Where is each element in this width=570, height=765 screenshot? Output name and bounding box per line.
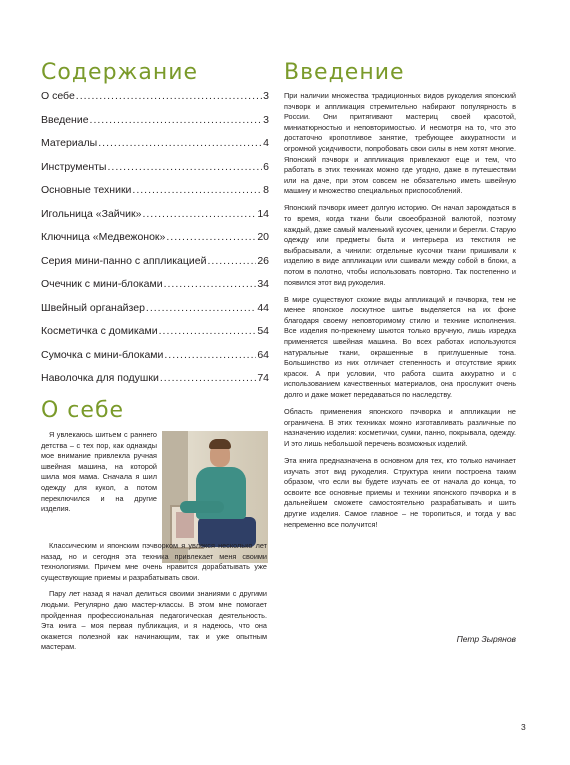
toc-entry bbox=[41, 184, 269, 208]
toc-leader-dots bbox=[107, 161, 262, 173]
about-paragraph-3: Пару лет назад я начал делиться своими знаниями с другими людьми. Регулярно даю мастер-классы. В этом мне помогает пройденная профессиональная педагогическая деятельность. Эта книга – моя первая публикация, и я надеюсь, что она окажется полезной как начинающим, так и уже опытным мастерам. bbox=[41, 589, 267, 652]
toc-entry-page: 14 bbox=[257, 207, 269, 220]
about-intro-text bbox=[41, 430, 157, 521]
toc-entry-page: 44 bbox=[257, 301, 269, 314]
intro-paragraph-4: Область применения японского пэчворка и аппликации не ограничена. В этих техниках можно изготавливать различные по назначению изделия: косметички, сумки, панно, покрывала, одежду. И это лишь небольшой перечень возможных изделий. bbox=[284, 407, 516, 448]
toc-entry bbox=[41, 114, 269, 138]
toc-leader-dots bbox=[146, 302, 256, 314]
toc-entry-label: Косметичка с домиками bbox=[41, 325, 158, 337]
toc-entry-page: 4 bbox=[263, 137, 269, 149]
intro-title: Введение bbox=[284, 60, 405, 85]
toc-entry-label: О себе bbox=[41, 90, 75, 102]
toc-leader-dots bbox=[166, 231, 256, 243]
toc-entry-label: Наволочка для подушки bbox=[41, 372, 159, 384]
toc-entry bbox=[41, 278, 269, 302]
intro-body-text bbox=[284, 91, 516, 537]
toc-entry-label: Игольница «Зайчик» bbox=[41, 207, 142, 220]
toc-entry-page: 26 bbox=[257, 254, 269, 267]
toc-leader-dots bbox=[160, 372, 257, 384]
toc-entry bbox=[41, 325, 269, 349]
toc-entry bbox=[41, 231, 269, 255]
toc-leader-dots bbox=[207, 255, 256, 267]
toc-entry-label: Материалы bbox=[41, 137, 98, 149]
about-paragraph-2: Классическим и японским пэчворком я увлекся несколько лет назад, но и сегодня эта техника привлекает меня своими технологиями. Причем мне очень нравится дорабатывать уже существующие приемы и разрабатывать свои. bbox=[41, 541, 267, 582]
toc-leader-dots bbox=[164, 349, 256, 361]
toc-entry bbox=[41, 208, 269, 232]
toc-entry-page: 64 bbox=[257, 348, 269, 361]
toc-entry-label: Швейный органайзер bbox=[41, 301, 145, 314]
toc-leader-dots bbox=[142, 208, 256, 220]
toc-leader-dots bbox=[90, 114, 263, 126]
toc-entry-page: 34 bbox=[257, 278, 269, 290]
toc-entry-label: Введение bbox=[41, 113, 89, 126]
toc-entry-label: Очечник с мини-блоками bbox=[41, 278, 163, 290]
toc-entry-page: 8 bbox=[263, 184, 269, 196]
toc-entry-label: Инструменты bbox=[41, 160, 107, 173]
toc-entry bbox=[41, 137, 269, 161]
toc-entry-label: Ключница «Медвежонок» bbox=[41, 231, 166, 243]
page-number: 3 bbox=[521, 722, 526, 732]
toc-leader-dots bbox=[164, 278, 257, 290]
toc-entry-page: 74 bbox=[257, 372, 269, 384]
toc-leader-dots bbox=[76, 90, 262, 102]
intro-paragraph-3: В мире существуют схожие виды аппликаций и пэчворка, тем не менее японское лоскутное шитье выделяется на их фоне благодаря своему неповторимому стилю и технике исполнения. Все изделия по-прежнему шьются только вручную, лишь изредка применяется швейная машина. Во всех работах используются натуральные ткани, окрашенные в приглушенные тона. Большинство из них отличает степенность и отсутствие ярких красок. А при условии, что работа сшита аккуратно и с использованием качественных материалов, она прослужит очень долго и даже может передаваться по наследству. bbox=[284, 294, 516, 400]
toc-entry bbox=[41, 302, 269, 326]
intro-paragraph-2: Японский пэчворк имеет долгую историю. Он начал зарождаться в то время, когда ткани были своеобразной валютой, поэтому каждый, даже самый маленький кусочек, ценили и берегли. Старую одежду или предметы быта и интерьера из текстиля не выбрасывали, а чинили: отдельные кусочки ткани пришивали к изделию в виде аппликации или сшивали между собой в блоки, а потом в полотно, чтобы использовать повторно. Так постепенно и появился этот вид рукоделия. bbox=[284, 203, 516, 287]
toc-entry-page: 3 bbox=[263, 90, 269, 102]
toc-entry-page: 54 bbox=[257, 325, 269, 337]
toc-leader-dots bbox=[98, 137, 262, 149]
toc-leader-dots bbox=[159, 325, 257, 337]
toc-entry-page: 6 bbox=[263, 160, 269, 173]
about-body-text bbox=[41, 541, 267, 659]
toc-entry bbox=[41, 161, 269, 185]
table-of-contents bbox=[41, 90, 269, 396]
about-paragraph-1: Я увлекаюсь шитьем с раннего детства – с тех пор, как однажды мое внимание привлекла ручная швейная машина, на которой шила моя мама. Сначала я шил одежду для кукол, а потом переключился и на другие изделия. bbox=[41, 430, 157, 514]
toc-entry-label: Сумочка с мини-блоками bbox=[41, 348, 164, 361]
toc-entry-label: Серия мини-панно с аппликацией bbox=[41, 254, 207, 267]
intro-paragraph-5: Эта книга предназначена в основном для тех, кто только начинает изучать этот вид рукоделия. Структура книги построена таким образом, что если вы будете изучать ее от начала до конца, то освоите все основные приемы и техники японского пэчворка и в дальнейшем сможете самостоятельно разрабатывать и шить другие изделия. Самое главное – не торопиться, и тогда у вас непременно все получится! bbox=[284, 456, 516, 529]
toc-entry-page: 20 bbox=[257, 231, 269, 243]
toc-entry bbox=[41, 349, 269, 373]
toc-leader-dots bbox=[132, 184, 262, 196]
toc-entry bbox=[41, 372, 269, 396]
toc-entry bbox=[41, 255, 269, 279]
about-title: О себе bbox=[41, 398, 125, 423]
toc-entry-label: Основные техники bbox=[41, 184, 132, 196]
intro-paragraph-1: При наличии множества традиционных видов рукоделия японский пэчворк и аппликация стремительно набирают популярность в России. Они притягивают мастериц своей красотой, миниатюрностью и неповторимостью. И несмотря на то, что это достаточно кропотливое занятие, требующее аккуратности и огромной усидчивости, попробовать свои силы в нем хотят многие. Японский пэчворк и аппликация привлекают еще и тем, что работать в этих техниках можно где угодно, даже в путешествии или на даче, при этом совсем не обязательно иметь швейную машину и множество специальных приспособлений. bbox=[284, 91, 516, 196]
toc-entry bbox=[41, 90, 269, 114]
toc-title: Содержание bbox=[41, 60, 199, 85]
author-signature: Петр Зырянов bbox=[456, 634, 516, 644]
toc-entry-page: 3 bbox=[263, 113, 269, 126]
